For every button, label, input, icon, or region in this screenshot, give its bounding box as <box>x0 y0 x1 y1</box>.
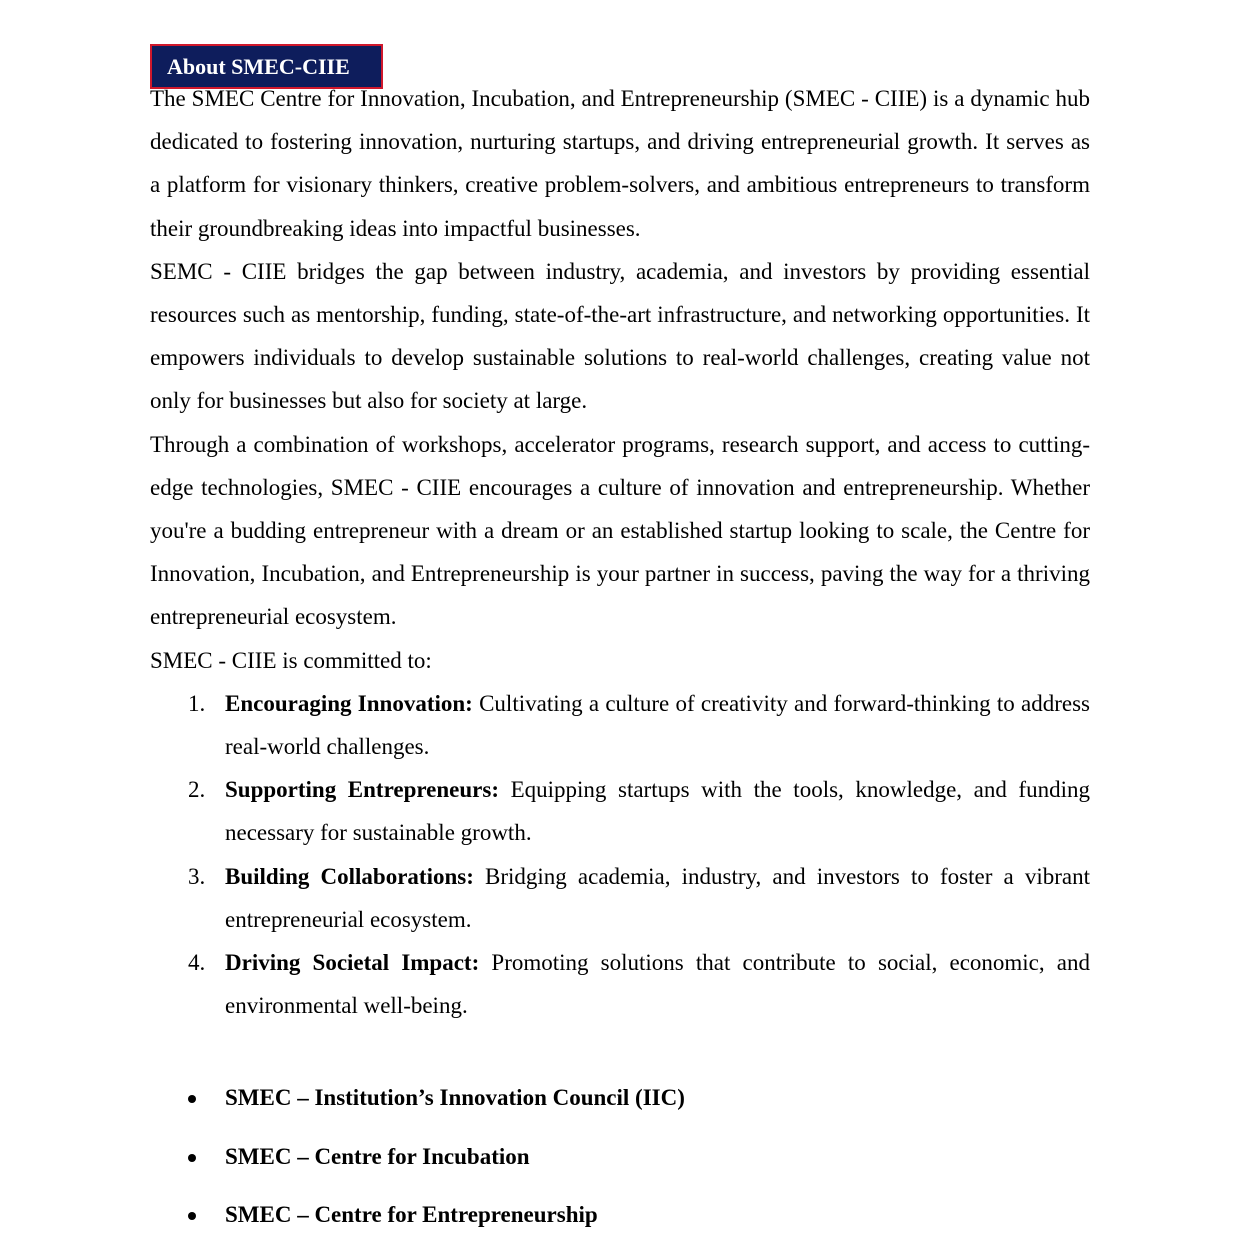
commitment-text: Bridging academia, industry, and investors to foster a vibrant entrepreneurial ecosystem. <box>225 863 1090 932</box>
commitment-text: Equipping startups with the tools, knowledge, and funding necessary for sustainable growth. <box>225 777 1090 846</box>
commitment-title: Encouraging Innovation: <box>225 690 473 716</box>
commitment-item <box>150 855 1090 941</box>
intro-paragraph: The SMEC Centre for Innovation, Incubation, and Entrepreneurship (SMEC - CIIE) is a dynamic hub dedicated to fostering innovation, nurturing startups, and driving entrepreneurial growth. It serves as a platform for visionary thinkers, creative problem-solvers, and ambitious entrepreneurs to transform their groundbreaking ideas into impactful businesses. <box>150 86 1090 241</box>
list-number: 2. <box>188 777 206 803</box>
unit-item <box>150 1200 1090 1259</box>
unit-label: SMEC – Institution’s Innovation Council (IIC) <box>225 1085 685 1111</box>
commitment-title: Driving Societal Impact: <box>225 950 480 976</box>
unit-item <box>150 1083 1090 1142</box>
commitment-text: Cultivating a culture of creativity and forward-thinking to address real-world challenges. <box>225 690 1090 760</box>
section-heading: About SMEC-CIIE <box>150 44 383 89</box>
commitment-title: Building Collaborations: <box>225 863 474 889</box>
unit-item <box>150 1142 1090 1201</box>
bullet-icon <box>188 1154 196 1162</box>
commitment-intro: SMEC - CIIE is committed to: <box>150 647 432 673</box>
resources-paragraph: SEMC - CIIE bridges the gap between industry, academia, and investors by providing essential resources such as mentorship, funding, state-of-the-art infrastructure, and networking opportunities. It empowers individuals to develop sustainable solutions to real-world challenges, creating value not only for businesses but also for society at large. <box>150 258 1090 414</box>
commitment-text: Promoting solutions that contribute to social, economic, and environmental well-being. <box>225 950 1090 1019</box>
bullet-icon <box>188 1212 196 1220</box>
list-number: 1. <box>188 690 206 716</box>
commitment-item <box>150 768 1090 854</box>
commitment-item <box>150 682 1090 768</box>
bullet-icon <box>188 1095 196 1103</box>
commitment-title: Supporting Entrepreneurs: <box>225 777 499 803</box>
list-number: 4. <box>188 950 206 976</box>
commitment-item <box>150 941 1090 1027</box>
commitments-list <box>150 682 1090 1028</box>
units-list <box>150 1083 1090 1259</box>
unit-label: SMEC – Centre for Entrepreneurship <box>225 1202 598 1228</box>
document-page <box>150 44 1090 1259</box>
unit-label: SMEC – Centre for Incubation <box>225 1143 530 1169</box>
list-number: 3. <box>188 863 206 889</box>
programs-paragraph: Through a combination of workshops, accelerator programs, research support, and access to cutting-edge technologies, SMEC - CIIE encourages a culture of innovation and entrepreneurship. Whether you're a budding entrepreneur with a dream or an established startup looking to scale, the Centre for Innovation, Incubation, and Entrepreneurship is your partner in success, paving the way for a thriving entrepreneurial ecosystem. <box>150 431 1090 630</box>
